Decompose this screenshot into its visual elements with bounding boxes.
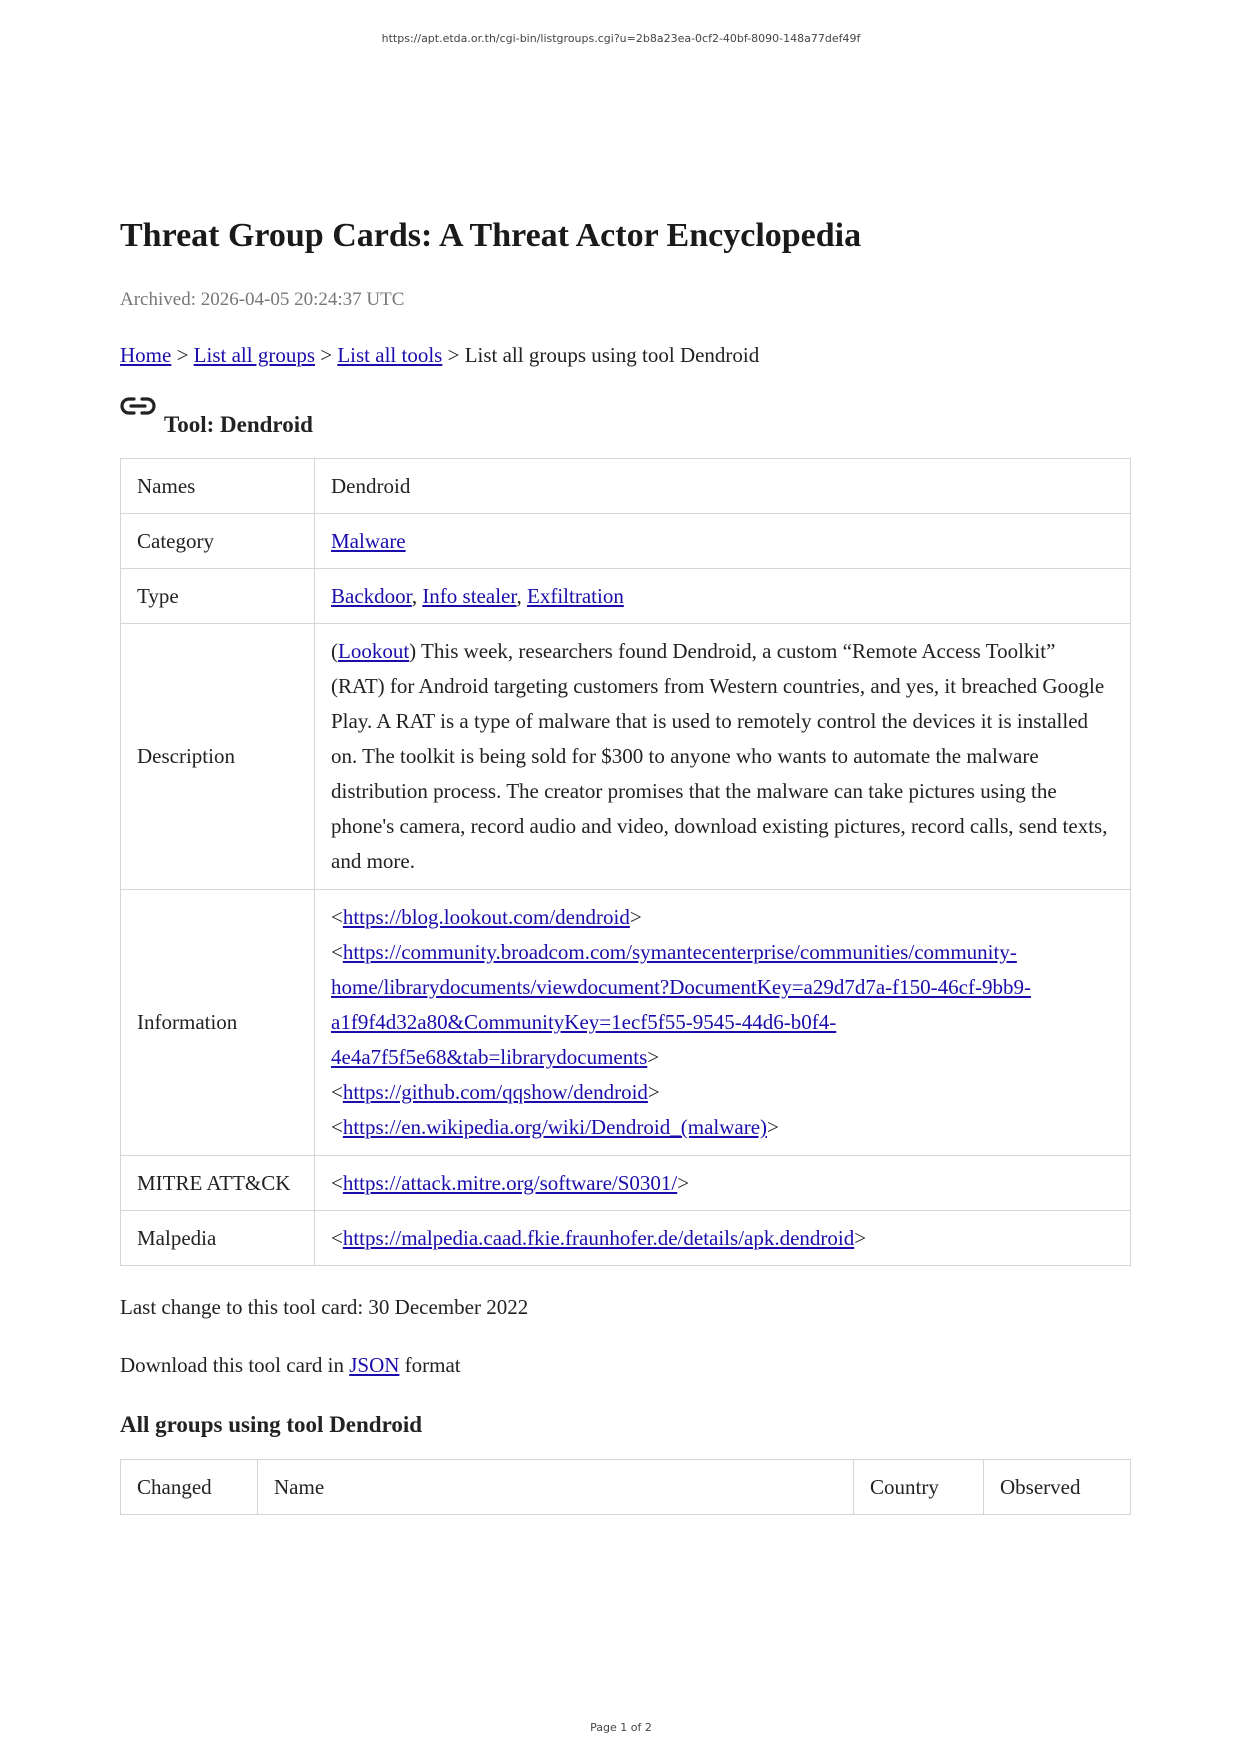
information-link-item xyxy=(331,1110,1114,1145)
info-link-wikipedia[interactable]: https://en.wikipedia.org/wiki/Dendroid_(malware) xyxy=(342,1115,768,1139)
column-header-name: Name xyxy=(258,1460,854,1515)
gt: > xyxy=(647,1080,660,1104)
table-row xyxy=(121,890,1131,1156)
row-label: Names xyxy=(121,459,315,514)
table-header-row xyxy=(121,1460,1131,1515)
download-note xyxy=(120,1350,1131,1380)
link-icon xyxy=(120,394,156,418)
row-label: Type xyxy=(121,569,315,624)
info-link-lookout[interactable]: https://blog.lookout.com/dendroid xyxy=(342,905,630,929)
category-link[interactable]: Malware xyxy=(331,528,406,553)
table-row xyxy=(121,1156,1131,1211)
information-link-item xyxy=(331,900,1114,935)
breadcrumb-separator: > xyxy=(320,343,333,367)
gt: > xyxy=(767,1115,779,1139)
row-label: Category xyxy=(121,514,315,569)
information-link-item xyxy=(331,1075,1114,1110)
breadcrumb-separator: > xyxy=(176,343,189,367)
names-value: Dendroid xyxy=(315,459,1131,514)
lt: < xyxy=(331,940,343,964)
type-separator: , xyxy=(516,583,528,608)
lt: < xyxy=(331,905,343,929)
page-number: Page 1 of 2 xyxy=(590,1721,652,1734)
malpedia-value xyxy=(315,1211,1131,1266)
breadcrumb-tools-link[interactable]: List all tools xyxy=(337,343,443,367)
type-value xyxy=(315,569,1131,624)
table-row xyxy=(121,1211,1131,1266)
type-link-info-stealer[interactable]: Info stealer xyxy=(422,583,517,608)
type-link-exfiltration[interactable]: Exfiltration xyxy=(527,583,624,608)
row-label: Description xyxy=(121,624,315,890)
table-row xyxy=(121,624,1131,890)
tool-heading xyxy=(120,400,1131,440)
malpedia-link[interactable]: https://malpedia.caad.fkie.fraunhofer.de/details/apk.dendroid xyxy=(342,1225,855,1250)
description-open-paren: ( xyxy=(331,639,338,663)
mitre-value xyxy=(315,1156,1131,1211)
lt: < xyxy=(331,1115,343,1139)
gt: > xyxy=(854,1225,867,1250)
type-link-backdoor[interactable]: Backdoor xyxy=(331,583,412,608)
row-label: MITRE ATT&CK xyxy=(121,1156,315,1211)
lt: < xyxy=(331,1225,343,1250)
breadcrumb-groups-link[interactable]: List all groups xyxy=(193,343,315,367)
json-download-link[interactable]: JSON xyxy=(349,1353,400,1377)
groups-table xyxy=(120,1459,1131,1515)
tool-info-table xyxy=(120,458,1131,1266)
breadcrumb-home-link[interactable]: Home xyxy=(120,343,172,367)
information-link-item xyxy=(331,935,1114,1075)
main-content xyxy=(120,212,1131,1515)
gt: > xyxy=(647,1045,660,1069)
lt: < xyxy=(331,1170,343,1195)
archived-timestamp: Archived: 2026-04-05 20:24:37 UTC xyxy=(120,289,405,310)
groups-heading: All groups using tool Dendroid xyxy=(120,1412,423,1437)
mitre-link[interactable]: https://attack.mitre.org/software/S0301/ xyxy=(342,1170,678,1195)
column-header-observed: Observed xyxy=(984,1460,1131,1515)
row-label: Information xyxy=(121,890,315,1156)
table-row xyxy=(121,514,1131,569)
breadcrumb xyxy=(120,342,1131,368)
info-link-github[interactable]: https://github.com/qqshow/dendroid xyxy=(342,1080,648,1104)
type-separator: , xyxy=(411,583,423,608)
download-prefix: Download this tool card in xyxy=(120,1353,350,1377)
last-change-note: Last change to this tool card: 30 December 2022 xyxy=(120,1295,529,1319)
page-url: https://apt.etda.or.th/cgi-bin/listgroups.cgi?u=2b8a23ea-0cf2-40bf-8090-148a77def49f xyxy=(381,32,861,45)
breadcrumb-separator: > xyxy=(447,343,460,367)
description-text: ) This week, researchers found Dendroid, a custom “Remote Access Toolkit” (RAT) for Android targeting customers from Western countries, and yes, it breached Google Play. A RAT is a type of malware that is used to remotely control the devices it is installed on. The toolkit is being sold for $300 to anyone who wants to automate the malware distribution process. The creator promises that the malware can take pictures using the phone's camera, record audio and video, download existing pictures, record calls, send texts, and more. xyxy=(331,639,1108,873)
tool-heading-text: Tool: Dendroid xyxy=(164,412,313,437)
info-link-broadcom[interactable]: https://community.broadcom.com/symantecenterprise/communities/community-home/librarydocuments/viewdocument?DocumentKey=a29d7d7a-f150-46cf-9bb9-a1f9f4d32a80&CommunityKey=1ecf5f55-9545-44d6-b0f4-4e4a7f5f5e68&tab=librarydocuments xyxy=(331,940,1031,1069)
download-suffix: format xyxy=(399,1353,461,1377)
information-value xyxy=(315,890,1131,1156)
table-row xyxy=(121,459,1131,514)
column-header-changed: Changed xyxy=(121,1460,258,1515)
page-title: Threat Group Cards: A Threat Actor Encyclopedia xyxy=(120,217,862,254)
column-header-country: Country xyxy=(854,1460,984,1515)
row-label: Malpedia xyxy=(121,1211,315,1266)
description-source-link[interactable]: Lookout xyxy=(338,639,410,663)
gt: > xyxy=(677,1170,690,1195)
gt: > xyxy=(629,905,642,929)
description-value xyxy=(315,624,1131,890)
category-value xyxy=(315,514,1131,569)
lt: < xyxy=(331,1080,343,1104)
breadcrumb-current: List all groups using tool Dendroid xyxy=(464,343,760,367)
table-row xyxy=(121,569,1131,624)
